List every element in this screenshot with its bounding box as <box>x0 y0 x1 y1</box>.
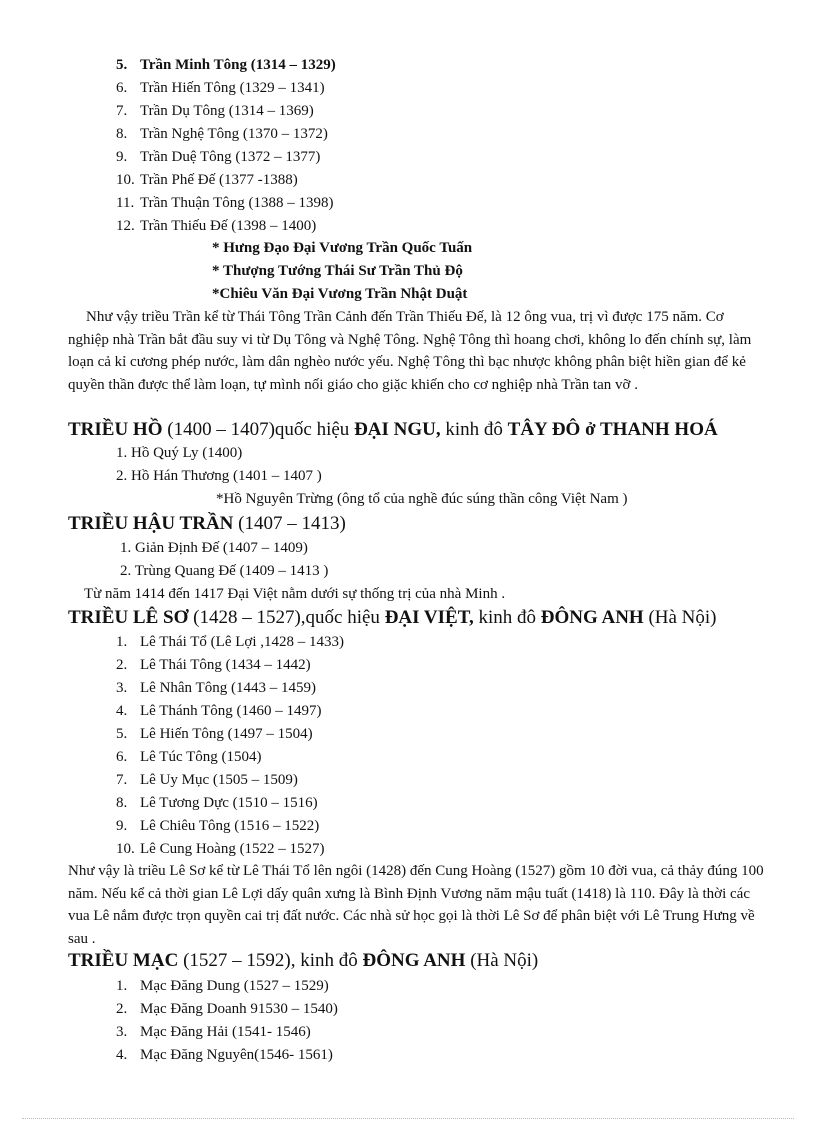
notable-person: * Thượng Tướng Thái Sư Trần Thủ Độ <box>212 263 463 279</box>
list-item: 2. Lê Thái Tông (1434 – 1442) <box>116 657 311 673</box>
le-so-summary-paragraph: Như vậy là triều Lê Sơ kể từ Lê Thái Tổ lên ngôi (1428) đến Cung Hoàng (1527) gồm 10 đời vua, cả thảy đúng 100 năm. Nếu kể cả thời gian Lê Lợi dấy quân xưng là Bình Định Vương năm mậu tuất (1418) là 110. Đây là thời các vua Lê nắm được trọn quyền cai trị đất nước. Các nhà sử học gọi là thời Lê Sơ để phân biệt với Lê Trung Hưng về sau . <box>68 863 764 947</box>
list-item: 9. Trần Duệ Tông (1372 – 1377) <box>116 149 321 165</box>
list-item: 5. Trần Minh Tông (1314 – 1329) <box>116 57 336 73</box>
list-item: 1. Hồ Quý Ly (1400) <box>116 445 243 461</box>
list-item: 5. Lê Hiến Tông (1497 – 1504) <box>116 726 313 742</box>
list-item: 11. Trần Thuận Tông (1388 – 1398) <box>116 195 334 211</box>
ho-note: *Hồ Nguyên Trừng (ông tổ của nghề đúc súng thần công Việt Nam ) <box>216 491 628 507</box>
section-heading-ho: TRIỀU HỒ (1400 – 1407)quốc hiệu ĐẠI NGU, kinh đô TÂY ĐÔ ở THANH HOÁ <box>68 419 718 440</box>
list-item: 1. Lê Thái Tổ (Lê Lợi ,1428 – 1433) <box>116 634 345 650</box>
list-item: 1. Giản Định Đế (1407 – 1409) <box>120 540 308 556</box>
list-item: 6. Trần Hiến Tông (1329 – 1341) <box>116 80 325 96</box>
section-heading-mac: TRIỀU MẠC (1527 – 1592), kinh đô ĐÔNG ANH (Hà Nội) <box>68 950 539 971</box>
list-item: 4. Lê Thánh Tông (1460 – 1497) <box>116 703 322 719</box>
list-item: 2. Hồ Hán Thương (1401 – 1407 ) <box>116 468 322 484</box>
list-item: 1. Mạc Đăng Dung (1527 – 1529) <box>116 978 329 994</box>
list-item: 9. Lê Chiêu Tông (1516 – 1522) <box>116 818 320 834</box>
page-bottom-divider <box>22 1118 794 1119</box>
section-heading-hau-tran: TRIỀU HẬU TRẦN (1407 – 1413) <box>68 513 346 534</box>
hau-tran-note: Từ năm 1414 đến 1417 Đại Việt nằm dưới sự thống trị của nhà Minh . <box>84 586 506 602</box>
notable-person: *Chiêu Văn Đại Vương Trần Nhật Duật <box>212 286 468 302</box>
list-item: 8. Trần Nghệ Tông (1370 – 1372) <box>116 126 328 142</box>
list-item: 8. Lê Tương Dực (1510 – 1516) <box>116 795 318 811</box>
list-item: 2. Mạc Đăng Doanh 91530 – 1540) <box>116 1001 338 1017</box>
list-item: 7. Trần Dụ Tông (1314 – 1369) <box>116 103 314 119</box>
list-item: 7. Lê Uy Mục (1505 – 1509) <box>116 772 298 788</box>
notable-person: * Hưng Đạo Đại Vương Trần Quốc Tuấn <box>212 240 473 256</box>
list-item: 10. Lê Cung Hoàng (1522 – 1527) <box>116 841 325 857</box>
list-item: 10. Trần Phế Đế (1377 -1388) <box>116 172 298 188</box>
tran-summary-paragraph: Như vậy triều Trần kể từ Thái Tông Trần Cảnh đến Trần Thiếu Đế, là 12 ông vua, trị vì được 175 năm. Cơ nghiệp nhà Trần bắt đầu suy vi từ Dụ Tông và Nghệ Tông. Nghệ Tông thì hoang chơi, không lo đến chính sự, làm loạn cả kỉ cương phép nước, làm dân nghèo nước yếu. Nghệ Tông thì bạc nhược không phân biệt hiền gian để kẻ quyền thần được thể làm loạn, tự mình nối giáo cho giặc khiến cho cơ nghiệp nhà Trần tan vỡ . <box>68 309 752 393</box>
list-item: 12. Trần Thiếu Đế (1398 – 1400) <box>116 218 317 234</box>
list-item: 3. Mạc Đăng Hải (1541- 1546) <box>116 1024 311 1040</box>
section-heading-le-so: TRIỀU LÊ SƠ (1428 – 1527),quốc hiệu ĐẠI VIỆT, kinh đô ĐÔNG ANH (Hà Nội) <box>68 607 717 628</box>
list-item: 4. Mạc Đăng Nguyên(1546- 1561) <box>116 1047 333 1063</box>
list-item: 2. Trùng Quang Đế (1409 – 1413 ) <box>120 563 329 579</box>
list-item: 3. Lê Nhân Tông (1443 – 1459) <box>116 680 316 696</box>
list-item: 6. Lê Túc Tông (1504) <box>116 749 262 765</box>
